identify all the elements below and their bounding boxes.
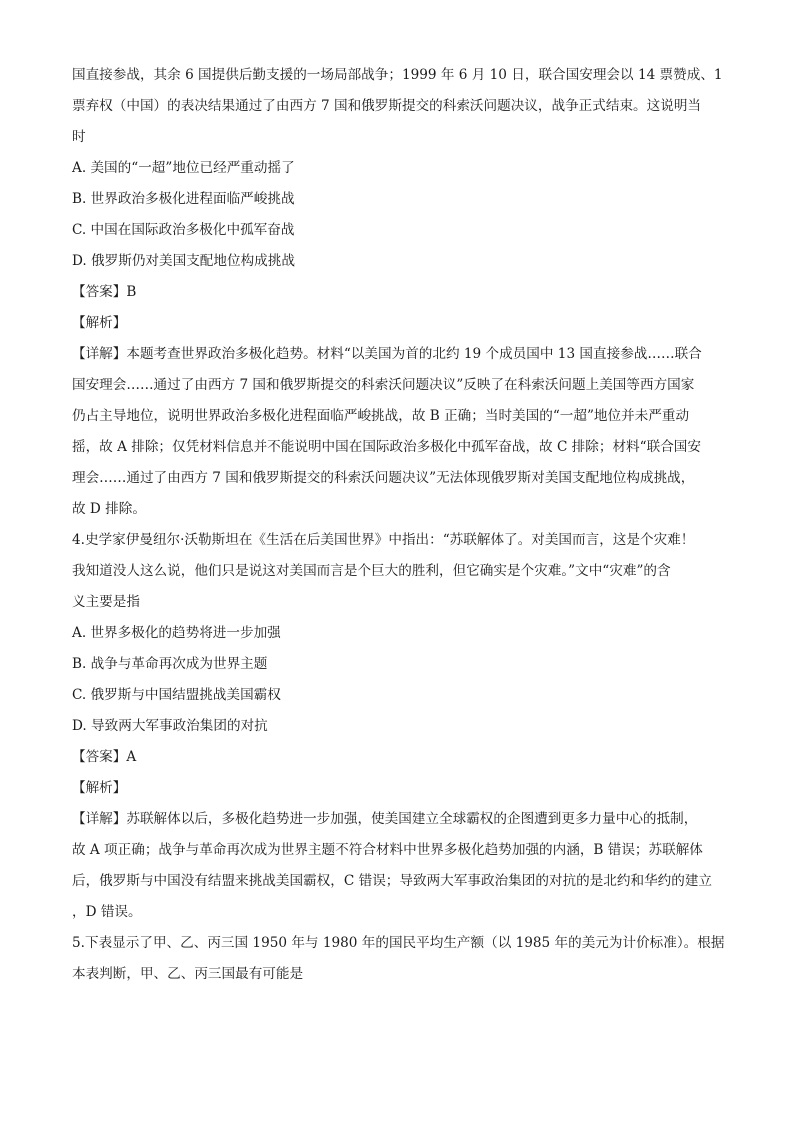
analysis-label: 【解析】 (72, 315, 127, 331)
question-4 (72, 525, 726, 928)
option-b: B. 世界政治多极化进程面临严峻挑战 (72, 191, 295, 207)
detail-line: 理会……通过了由西方 7 国和俄罗斯提交的科索沃问题决议”无法体现俄罗斯对美国支配地位构成挑战， (72, 470, 695, 486)
question-stem-line: 4.史学家伊曼纽尔·沃勒斯坦在《生活在后美国世界》中指出：“苏联解体了。对美国而言，这是个灾难！ (72, 532, 695, 548)
question-3 (72, 60, 726, 525)
option-c: C. 俄罗斯与中国结盟挑战美国霸权 (72, 687, 281, 703)
detail-line: 后，俄罗斯与中国没有结盟来挑战美国霸权，C 错误；导致两大军事政治集团的对抗的是北约和华约的建立 (72, 873, 713, 889)
detail-line: 【详解】苏联解体以后，多极化趋势进一步加强，使美国建立全球霸权的企图遭到更多力量中心的抵制， (72, 811, 698, 827)
detail-line: 故 A 项正确；战争与革命再次成为世界主题不符合材料中世界多极化趋势加强的内涵，B 错误；苏联解体 (72, 842, 703, 858)
option-d: D. 导致两大军事政治集团的对抗 (72, 718, 268, 734)
question-stem-line: 本表判断，甲、乙、丙三国最有可能是 (72, 966, 304, 982)
detail-line: 故 D 排除。 (72, 501, 146, 517)
answer-label: 【答案】B (72, 284, 137, 300)
option-b: B. 战争与革命再次成为世界主题 (72, 656, 268, 672)
question-stem-line: 5.下表显示了甲、乙、丙三国 1950 年与 1980 年的国民平均生产额（以 1985 年的美元为计价标准）。根据 (72, 935, 725, 951)
detail-line: 国安理会……通过了由西方 7 国和俄罗斯提交的科索沃问题决议”反映了在科索沃问题上美国等西方国家 (72, 377, 695, 393)
option-a: A. 世界多极化的趋势将进一步加强 (72, 625, 281, 641)
analysis-label: 【解析】 (72, 780, 127, 796)
option-c: C. 中国在国际政治多极化中孤军奋战 (72, 222, 295, 238)
detail-line: 【详解】本题考查世界政治多极化趋势。材料“以美国为首的北约 19 个成员国中 13 国直接参战……联合 (72, 346, 702, 362)
question-stem-line: 我知道没人这么说，他们只是说这对美国而言是个巨大的胜利，但它确实是个灾难。”文中“灾难”的含 (72, 563, 671, 579)
question-stem-line: 票弃权（中国）的表决结果通过了由西方 7 国和俄罗斯提交的科索沃问题决议，战争正式结束。这说明当 (72, 98, 702, 114)
question-stem-line: 时 (72, 129, 86, 145)
option-a: A. 美国的“一超”地位已经严重动摇了 (72, 160, 295, 176)
answer-label: 【答案】A (72, 749, 137, 765)
question-stem-line: 义主要是指 (72, 594, 140, 610)
detail-line: ，D 错误。 (72, 904, 142, 920)
detail-line: 摇，故 A 排除；仅凭材料信息并不能说明中国在国际政治多极化中孤军奋战，故 C 排除；材料“联合国安 (72, 439, 701, 455)
detail-line: 仍占主导地位，说明世界政治多极化进程面临严峻挑战，故 B 正确；当时美国的“一超”地位并未严重动 (72, 408, 690, 424)
option-d: D. 俄罗斯仍对美国支配地位构成挑战 (72, 253, 295, 269)
question-stem-line: 国直接参战，其余 6 国提供后勤支援的一场局部战争；1999 年 6 月 10 日，联合国安理会以 14 票赞成、1 (72, 67, 723, 83)
document-page (72, 60, 726, 990)
question-5 (72, 928, 726, 990)
